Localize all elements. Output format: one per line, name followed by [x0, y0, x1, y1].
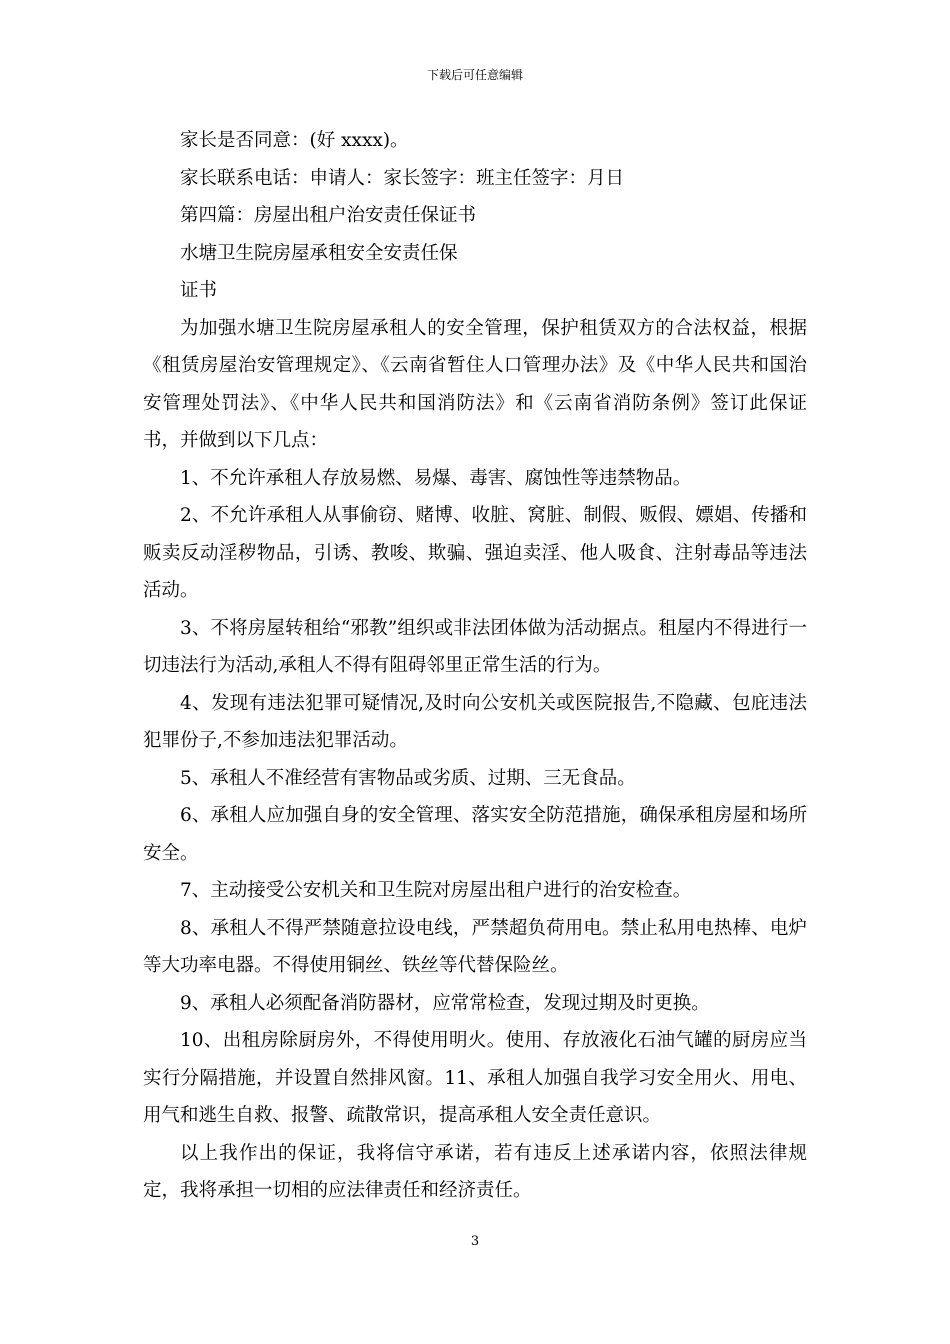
clause-9: 9、承租人必须配备消防器材，应常常检查，发现过期及时更换。 [180, 992, 710, 1014]
page-number: 3 [470, 1234, 480, 1249]
clause-5: 5、承租人不准经营有害物品或劣质、过期、三无食品。 [180, 767, 636, 789]
paragraph-closing: 以上我作出的保证，我将信守承诺，若有违反上述承诺内容，依照法律规定，我将承担一切相的应法律责任和经济责任。 [143, 1142, 807, 1201]
paragraph-signature-line: 家长联系电话：申请人：家长签字：班主任签字：月日 [180, 167, 625, 189]
document-body [143, 122, 807, 1210]
section-title: 第四篇：房屋出租户治安责任保证书 [180, 205, 477, 226]
clause-6: 6、承租人应加强自身的安全管理、落实安全防范措施，确保承租房屋和场所安全。 [143, 805, 807, 864]
clause-4: 4、发现有违法犯罪可疑情况,及时向公安机关或医院报告,不隐藏、包庇违法犯罪份子,不参加违法犯罪活动。 [143, 692, 807, 751]
document-title-line-2: 证书 [180, 280, 218, 301]
clause-3: 3、不将房屋转租给“邪教”组织或非法团体做为活动据点。租屋内不得进行一切违法行为活动,承租人不得有阻碍邻里正常生活的行为。 [143, 617, 807, 676]
clause-10-11: 10、出租房除厨房外，不得使用明火。使用、存放液化石油气罐的厨房应当实行分隔措施，并设置自然排风窗。11、承租人加强自我学习安全用火、用电、用气和逃生自救、报警、疏散常识，提高承租人安全责任意识。 [143, 1030, 807, 1126]
document-title-line-1: 水塘卫生院房屋承租安全安责任保 [180, 242, 458, 264]
clause-2: 2、不允许承租人从事偷窃、赌博、收脏、窝脏、制假、贩假、嫖娼、传播和贩卖反动淫秽物品，引诱、教唆、欺骗、强迫卖淫、他人吸食、注射毒品等违法活动。 [143, 505, 807, 601]
clause-7: 7、主动接受公安机关和卫生院对房屋出租户进行的治安检查。 [180, 880, 692, 901]
clause-1: 1、不允许承租人存放易燃、易爆、毒害、腐蚀性等违禁物品。 [180, 467, 692, 489]
paragraph-intro: 为加强水塘卫生院房屋承租人的安全管理，保护租赁双方的合法权益，根据《租赁房屋治安管理规定》、《云南省暂住人口管理办法》及《中华人民共和国治安管理处罚法》、《中华人民共和国消防法》和《云南省消防条例》签订此保证书，并做到以下几点： [143, 317, 807, 451]
clause-8: 8、承租人不得严禁随意拉设电线，严禁超负荷用电。禁止私用电热棒、电炉等大功率电器。不得使用铜丝、铁丝等代替保险丝。 [143, 917, 807, 976]
page-header: 下载后可任意编辑 [426, 68, 523, 82]
paragraph-parent-consent: 家长是否同意：(好 xxxx)。 [180, 130, 409, 151]
